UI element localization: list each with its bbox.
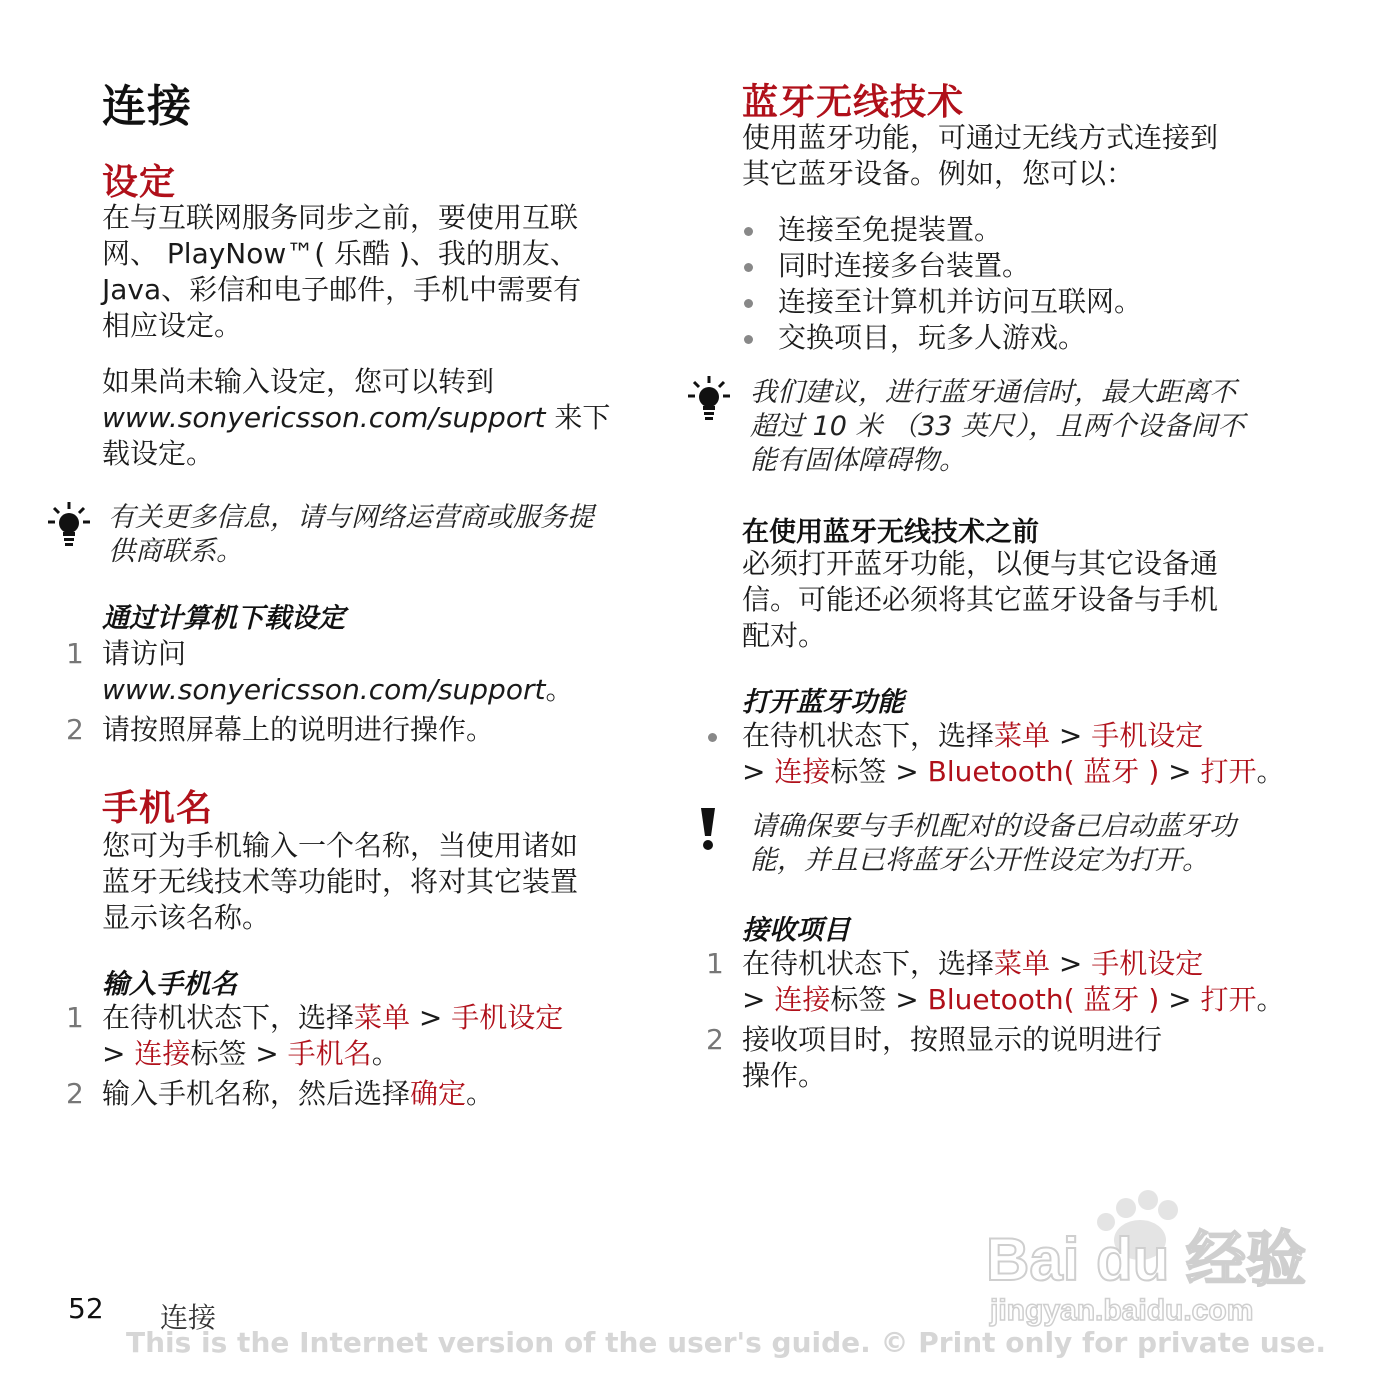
- receive-heading: 接收项目: [742, 915, 850, 946]
- text-line: 显示该名称。: [102, 901, 271, 934]
- turn-on-heading: 打开蓝牙功能: [742, 687, 904, 718]
- path-separator: >: [886, 983, 928, 1016]
- menu-path-phone-settings: 手机设定: [451, 1001, 564, 1034]
- bullet-dot-icon: [708, 733, 717, 742]
- text-fragment: 。: [545, 673, 574, 706]
- bullet-dot-icon: [744, 299, 753, 308]
- step-number: 1: [66, 637, 84, 670]
- text-fragment: 。: [1256, 755, 1285, 788]
- text-line: 其它蓝牙设备。例如，您可以：: [742, 157, 1135, 190]
- download-heading: 通过计算机下载设定: [102, 603, 345, 634]
- step-number: 2: [66, 713, 84, 746]
- receive-step-2: [706, 1022, 1342, 1094]
- enter-name-step-1: [66, 1000, 662, 1072]
- settings-tip: [108, 501, 668, 569]
- settings-heading: 设定: [102, 162, 177, 203]
- bullet-item: [778, 284, 1338, 320]
- bullet-item: [778, 212, 1338, 248]
- receive-step-1: [706, 946, 1342, 1018]
- path-separator: >: [1050, 947, 1092, 980]
- menu-path-connect: 连接: [134, 1037, 191, 1070]
- bullet-text: 交换项目，玩多人游戏。: [778, 321, 1087, 354]
- download-step-1: [66, 636, 662, 708]
- path-separator: >: [1159, 755, 1201, 788]
- footer-disclaimer: This is the Internet version of the user's guide. © Print only for private use.: [126, 1326, 1326, 1359]
- phone-name-paragraph: [102, 828, 662, 936]
- text-fragment: 在待机状态下，选择: [102, 1001, 355, 1034]
- text-fragment: 来下: [545, 401, 611, 434]
- baidu-watermark-logo: [980, 1180, 1310, 1330]
- text-line: [102, 1000, 662, 1036]
- phone-name-heading: 手机名: [102, 788, 214, 829]
- menu-path-menu: 菜单: [994, 719, 1051, 752]
- text-line: [742, 718, 1342, 754]
- text-line: 请按照屏幕上的说明进行操作。: [102, 713, 495, 746]
- before-heading: 在使用蓝牙无线技术之前: [742, 517, 1039, 548]
- menu-path-bluetooth: Bluetooth( 蓝牙 ): [927, 755, 1160, 788]
- text-line: 相应设定。: [102, 309, 243, 342]
- text-line: 请访问: [102, 637, 187, 670]
- bullet-dot-icon: [744, 263, 753, 272]
- watermark-brand: Bai du 经验: [986, 1226, 1307, 1293]
- text-line: 在与互联网服务同步之前，要使用互联: [102, 201, 579, 234]
- text-fragment: 。: [371, 1037, 400, 1070]
- text-line: [102, 672, 662, 708]
- text-fragment: 在待机状态下，选择: [742, 947, 995, 980]
- step-number: 1: [706, 947, 724, 980]
- turn-on-step: [742, 718, 1342, 790]
- bullet-text: 连接至免提装置。: [778, 213, 1003, 246]
- text-line: 有关更多信息，请与网络运营商或服务提: [108, 502, 594, 533]
- support-link[interactable]: www.sonyericsson.com/support: [102, 673, 546, 706]
- text-fragment: 在待机状态下，选择: [742, 719, 995, 752]
- text-line: 网、 PlayNow™( 乐酷 )、我的朋友、: [102, 237, 578, 270]
- text-line: 如果尚未输入设定，您可以转到: [102, 365, 495, 398]
- text-line: 能有固体障碍物。: [750, 445, 966, 476]
- lightbulb-tip-icon: [686, 374, 732, 422]
- path-separator: >: [1159, 983, 1201, 1016]
- path-separator: >: [102, 1037, 135, 1070]
- text-line: [102, 400, 662, 436]
- text-line: [742, 754, 1342, 790]
- menu-path-phone-name: 手机名: [287, 1037, 372, 1070]
- footer-section-name: 连接: [160, 1301, 217, 1334]
- menu-path-connect: 连接: [774, 983, 831, 1016]
- text-fragment: 标签: [190, 1037, 247, 1070]
- text-line: 请确保要与手机配对的设备已启动蓝牙功: [750, 811, 1236, 842]
- bullet-text: 连接至计算机并访问互联网。: [778, 285, 1143, 318]
- page-title: 连接: [102, 81, 192, 132]
- watermark-url: jingyan.baidu.com: [990, 1294, 1254, 1327]
- path-separator: >: [742, 755, 775, 788]
- path-separator: >: [410, 1001, 452, 1034]
- before-paragraph: [742, 546, 1342, 654]
- menu-path-connect: 连接: [774, 755, 831, 788]
- text-line: Java、彩信和电子邮件，手机中需要有: [102, 273, 582, 306]
- text-line: 您可为手机输入一个名称，当使用诸如: [102, 829, 579, 862]
- download-step-2: [66, 712, 662, 748]
- bluetooth-intro: [742, 120, 1342, 192]
- menu-path-open: 打开: [1200, 755, 1257, 788]
- text-line: 能，并且已将蓝牙公开性设定为打开。: [750, 845, 1209, 876]
- bullet-item: [778, 320, 1338, 356]
- menu-path-open: 打开: [1200, 983, 1257, 1016]
- page-number: 52: [68, 1292, 104, 1325]
- text-line: 蓝牙无线技术等功能时，将对其它装置: [102, 865, 579, 898]
- text-line: 信。可能还必须将其它蓝牙设备与手机: [742, 583, 1219, 616]
- text-line: [102, 1036, 662, 1072]
- bullet-dot-icon: [744, 227, 753, 236]
- text-line: 必须打开蓝牙功能，以便与其它设备通: [742, 547, 1219, 580]
- menu-path-bluetooth: Bluetooth( 蓝牙 ): [927, 983, 1160, 1016]
- step-number: 2: [66, 1077, 84, 1110]
- text-line: 供商联系。: [108, 536, 243, 567]
- pairing-warning: [750, 810, 1340, 878]
- path-separator: >: [742, 983, 775, 1016]
- bullet-text: 同时连接多台装置。: [778, 249, 1031, 282]
- bluetooth-distance-tip: [750, 376, 1340, 478]
- path-separator: >: [246, 1037, 288, 1070]
- text-line: 我们建议，进行蓝牙通信时，最大距离不: [750, 377, 1236, 408]
- menu-path-ok: 确定: [410, 1077, 467, 1110]
- step-number: 1: [66, 1001, 84, 1034]
- text-line: 接收项目时，按照显示的说明进行: [742, 1023, 1163, 1056]
- step-number: 2: [706, 1023, 724, 1056]
- settings-paragraph: [102, 200, 662, 344]
- enter-name-heading: 输入手机名: [102, 969, 237, 1000]
- path-separator: >: [1050, 719, 1092, 752]
- exclamation-warning-icon: [698, 806, 718, 852]
- text-line: 载设定。: [102, 437, 215, 470]
- text-line: 配对。: [742, 619, 827, 652]
- text-fragment: 。: [466, 1077, 495, 1110]
- text-line: 超过 10 米 （33 英尺），且两个设备间不: [750, 411, 1245, 442]
- text-line: [742, 982, 1342, 1018]
- menu-path-phone-settings: 手机设定: [1091, 719, 1204, 752]
- text-line: 操作。: [742, 1059, 827, 1092]
- support-link[interactable]: www.sonyericsson.com/support: [102, 401, 546, 434]
- text-fragment: 输入手机名称，然后选择: [102, 1077, 411, 1110]
- text-line: [102, 1076, 662, 1112]
- path-separator: >: [886, 755, 928, 788]
- text-line: [742, 946, 1342, 982]
- text-fragment: 。: [1256, 983, 1285, 1016]
- text-fragment: 标签: [830, 983, 887, 1016]
- text-fragment: 标签: [830, 755, 887, 788]
- bullet-dot-icon: [744, 335, 753, 344]
- bluetooth-heading: 蓝牙无线技术: [742, 82, 965, 123]
- menu-path-menu: 菜单: [994, 947, 1051, 980]
- menu-path-phone-settings: 手机设定: [1091, 947, 1204, 980]
- settings-website-paragraph: [102, 364, 662, 472]
- enter-name-step-2: [66, 1076, 662, 1112]
- menu-path-menu: 菜单: [354, 1001, 411, 1034]
- lightbulb-tip-icon: [46, 500, 92, 548]
- text-line: 使用蓝牙功能，可通过无线方式连接到: [742, 121, 1219, 154]
- bullet-item: [778, 248, 1338, 284]
